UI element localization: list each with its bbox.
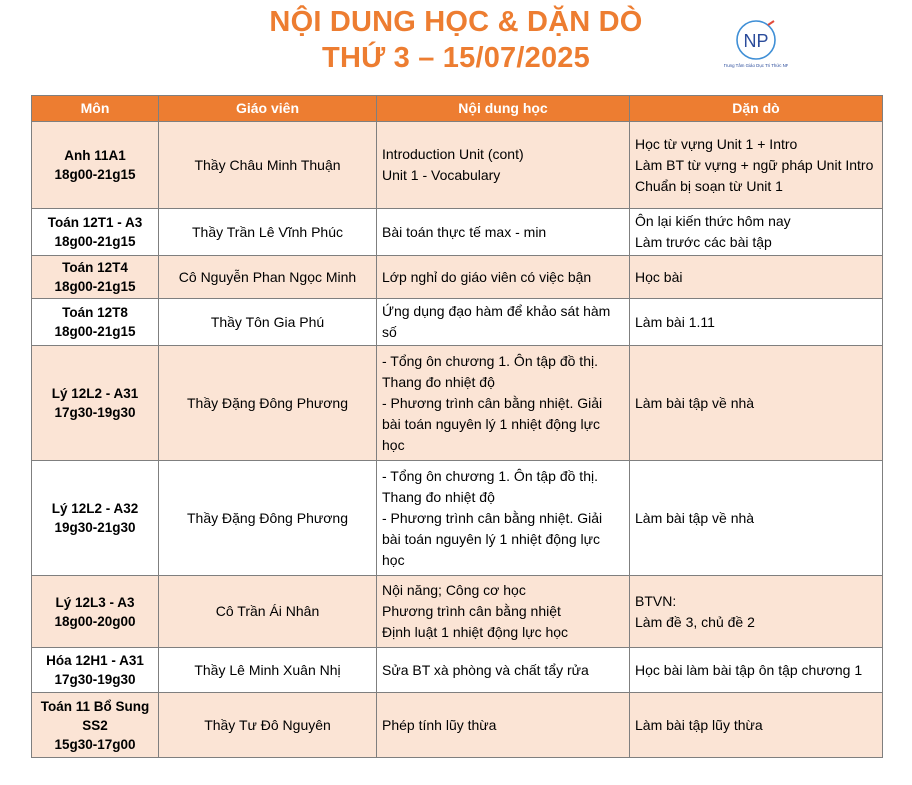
homework-line: Làm bài tập về nhà xyxy=(635,394,755,411)
subject-name: Toán 11 Bổ Sung SS2 xyxy=(40,698,150,733)
homework-line: Làm BT từ vựng + ngữ pháp Unit Intro xyxy=(635,156,874,173)
subject-name: Lý 12L3 - A3 xyxy=(55,594,135,610)
content-line: Lớp nghỉ do giáo viên có việc bận xyxy=(382,268,592,285)
subject-time: 18g00-21g15 xyxy=(54,324,136,339)
subject-cell xyxy=(32,648,159,693)
page-title: NỘI DUNG HỌC & DẶN DÒ xyxy=(269,6,643,38)
subject-time: 17g30-19g30 xyxy=(54,405,136,420)
teacher-cell: Cô Nguyễn Phan Ngọc Minh xyxy=(159,256,377,299)
column-header-teacher: Giáo viên xyxy=(159,96,377,122)
subject-time: 18g00-21g15 xyxy=(54,234,136,249)
homework-cell xyxy=(630,346,883,461)
homework-line: Làm đề 3, chủ đề 2 xyxy=(635,613,755,630)
homework-cell xyxy=(630,693,883,758)
homework-line: Làm trước các bài tập xyxy=(635,234,772,250)
subject-cell xyxy=(32,461,159,576)
homework-cell xyxy=(630,461,883,576)
table-row xyxy=(32,209,883,256)
subject-cell xyxy=(32,576,159,648)
subject-cell xyxy=(32,209,159,256)
teacher-cell: Thầy Lê Minh Xuân Nhị xyxy=(159,648,377,693)
homework-line: Học bài làm bài tập ôn tập chương 1 xyxy=(635,661,863,678)
homework-line: Chuẩn bị soạn từ Unit 1 xyxy=(635,177,783,194)
homework-line: Làm bài 1.11 xyxy=(635,313,715,330)
logo-accent-icon xyxy=(768,21,774,25)
content-cell xyxy=(377,693,630,758)
content-cell xyxy=(377,256,630,299)
table-row xyxy=(32,299,883,346)
subject-cell xyxy=(32,299,159,346)
content-line: - Phương trình cân bằng nhiệt. Giải bài toán nguyên lý 1 nhiệt động lực học xyxy=(382,394,603,453)
content-cell xyxy=(377,299,630,346)
homework-line: Làm bài tập lũy thừa xyxy=(635,716,763,733)
schedule-table xyxy=(31,95,883,758)
content-cell xyxy=(377,346,630,461)
subject-time: 18g00-21g15 xyxy=(54,167,136,182)
teacher-cell: Thầy Tư Đô Nguyên xyxy=(159,693,377,758)
content-cell xyxy=(377,576,630,648)
column-header-content: Nội dung học xyxy=(377,96,630,122)
subject-time: 18g00-20g00 xyxy=(54,613,136,629)
content-line: Sửa BT xà phòng và chất tẩy rửa xyxy=(382,661,589,678)
content-line: - Phương trình cân bằng nhiệt. Giải bài toán nguyên lý 1 nhiệt động lực học xyxy=(382,509,603,568)
content-line: Introduction Unit (cont) xyxy=(382,146,524,162)
subject-name: Toán 12T4 xyxy=(62,260,128,275)
homework-cell xyxy=(630,209,883,256)
content-line: - Tổng ôn chương 1. Ôn tập đồ thị. Thang đo nhiệt độ xyxy=(382,467,598,505)
table-row xyxy=(32,256,883,299)
logo-caption: Trung Tâm Giáo Dục Tri Thức NP xyxy=(724,63,788,68)
teacher-cell: Thầy Đặng Đông Phương xyxy=(159,346,377,461)
content-cell xyxy=(377,648,630,693)
content-line: Ứng dụng đạo hàm để khảo sát hàm số xyxy=(382,303,611,340)
teacher-cell: Thầy Châu Minh Thuận xyxy=(159,122,377,209)
subject-cell xyxy=(32,693,159,758)
teacher-cell: Thầy Trần Lê Vĩnh Phúc xyxy=(159,209,377,256)
table-row xyxy=(32,461,883,576)
table-row xyxy=(32,122,883,209)
content-cell xyxy=(377,122,630,209)
column-header-subject: Môn xyxy=(32,96,159,122)
subject-time: 17g30-19g30 xyxy=(54,672,136,687)
teacher-cell: Thầy Đặng Đông Phương xyxy=(159,461,377,576)
homework-cell xyxy=(630,648,883,693)
subject-name: Anh 11A1 xyxy=(64,148,126,163)
table-row xyxy=(32,576,883,648)
teacher-cell: Cô Trần Ái Nhân xyxy=(159,576,377,648)
teacher-cell: Thầy Tôn Gia Phú xyxy=(159,299,377,346)
subject-cell xyxy=(32,346,159,461)
content-line: Định luật 1 nhiệt động lực học xyxy=(382,624,569,640)
content-line: Bài toán thực tế max - min xyxy=(382,223,547,240)
column-header-homework: Dặn dò xyxy=(630,96,883,122)
content-line: - Tổng ôn chương 1. Ôn tập đồ thị. Thang đo nhiệt độ xyxy=(382,352,598,390)
content-line: Unit 1 - Vocabulary xyxy=(382,167,501,183)
homework-line: BTVN: xyxy=(635,592,677,609)
subject-name: Lý 12L2 - A32 xyxy=(51,501,139,516)
subject-cell xyxy=(32,256,159,299)
homework-cell xyxy=(630,299,883,346)
content-line: Phương trình cân bằng nhiệt xyxy=(382,603,561,619)
content-line: Phép tính lũy thừa xyxy=(382,716,497,733)
subject-name: Toán 12T1 - A3 xyxy=(47,215,143,230)
homework-cell xyxy=(630,576,883,648)
subject-cell xyxy=(32,122,159,209)
subject-time: 15g30-17g00 xyxy=(54,736,136,752)
np-logo xyxy=(724,16,788,72)
table-row xyxy=(32,648,883,693)
homework-line: Ôn lại kiến thức hôm nay xyxy=(635,213,791,229)
homework-line: Học bài xyxy=(635,268,683,285)
homework-cell xyxy=(630,256,883,299)
homework-line: Làm bài tập về nhà xyxy=(635,509,755,526)
subject-name: Toán 12T8 xyxy=(62,305,128,320)
homework-cell xyxy=(630,122,883,209)
subject-name: Lý 12L2 - A31 xyxy=(51,386,139,401)
table-row xyxy=(32,693,883,758)
subject-time: 19g30-21g30 xyxy=(54,520,136,535)
logo-mark: NP xyxy=(743,31,769,51)
table-row xyxy=(32,346,883,461)
subject-time: 18g00-21g15 xyxy=(54,279,136,294)
content-cell xyxy=(377,209,630,256)
content-cell xyxy=(377,461,630,576)
homework-line: Học từ vựng Unit 1 + Intro xyxy=(635,135,798,152)
content-line: Nội năng; Công cơ học xyxy=(382,582,526,598)
page-subtitle-date: THỨ 3 – 15/07/2025 xyxy=(322,42,590,74)
table-header-row xyxy=(32,96,883,122)
subject-name: Hóa 12H1 - A31 xyxy=(46,653,144,668)
